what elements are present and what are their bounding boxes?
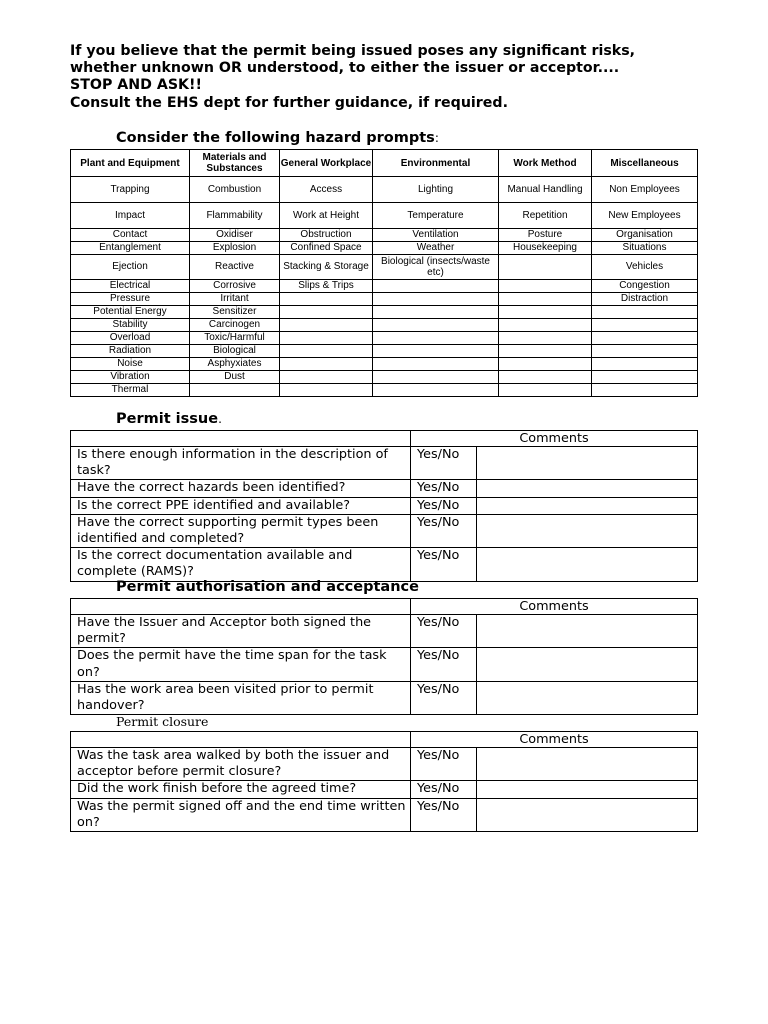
hazard-cell [373,306,499,319]
hazard-cell: New Employees [592,203,698,229]
hazard-cell [373,384,499,397]
hazard-cell [499,384,592,397]
table-header-row [71,431,698,447]
yes-no-answer[interactable]: Yes/No [411,781,477,798]
hazard-cell [592,319,698,332]
hazard-cell [373,280,499,293]
hazard-cell: Biological (insects/waste etc) [373,255,499,280]
yes-no-answer[interactable]: Yes/No [411,548,477,581]
question-row [71,615,698,648]
hazard-row [71,358,698,371]
hazard-cell: Ventilation [373,229,499,242]
question-text: Have the Issuer and Acceptor both signed the permit? [71,615,411,648]
question-text: Has the work area been visited prior to permit handover? [71,681,411,714]
hazard-cell: Organisation [592,229,698,242]
hazard-header: Environmental [373,150,499,177]
hazard-row [71,384,698,397]
hazard-header: General Workplace [280,150,373,177]
hazard-prompts-punct: : [434,131,439,145]
hazard-cell [499,332,592,345]
permit-issue-punct: . [218,412,222,426]
question-row [71,514,698,547]
yes-no-answer[interactable]: Yes/No [411,447,477,480]
comments-header: Comments [411,599,698,615]
hazard-cell: Non Employees [592,177,698,203]
hazard-header-row [71,150,698,177]
hazard-cell: Contact [71,229,190,242]
hazard-cell [592,371,698,384]
permit-authorisation-heading: Permit authorisation and acceptance [116,579,419,595]
hazard-cell: Electrical [71,280,190,293]
permit-closure-heading: Permit closure [116,714,209,729]
yes-no-answer[interactable]: Yes/No [411,480,477,497]
hazard-cell [592,384,698,397]
hazard-row [71,203,698,229]
hazard-header: Materials and Substances [190,150,280,177]
hazard-cell [592,345,698,358]
hazard-cell [373,319,499,332]
comment-field[interactable] [477,781,698,798]
permit-issue-title: Permit issue [116,411,219,427]
hazard-cell [499,358,592,371]
comment-field[interactable] [477,748,698,781]
comment-field[interactable] [477,447,698,480]
question-row [71,681,698,714]
yes-no-answer[interactable]: Yes/No [411,681,477,714]
question-row [71,480,698,497]
question-text: Is the correct documentation available and complete (RAMS)? [71,548,411,581]
hazard-cell: Stacking & Storage [280,255,373,280]
question-row [71,447,698,480]
warning-line: If you believe that the permit being issued poses any significant risks, [70,43,636,59]
hazard-cell: Radiation [71,345,190,358]
question-row [71,781,698,798]
hazard-cell [190,384,280,397]
hazard-cell: Noise [71,358,190,371]
hazard-cell: Combustion [190,177,280,203]
question-row [71,798,698,831]
yes-no-answer[interactable]: Yes/No [411,497,477,514]
hazard-cell [280,293,373,306]
hazard-cell [280,384,373,397]
hazard-prompts-title: Consider the following hazard prompts [116,130,435,146]
hazard-cell: Thermal [71,384,190,397]
hazard-cell: Impact [71,203,190,229]
warning-line: whether unknown OR understood, to either the issuer or acceptor.... [70,60,620,77]
hazard-cell [499,371,592,384]
hazard-cell [373,358,499,371]
permit-issue-heading [116,411,222,427]
comment-field[interactable] [477,480,698,497]
hazard-cell: Oxidiser [190,229,280,242]
hazard-cell: Toxic/Harmful [190,332,280,345]
comment-field[interactable] [477,514,698,547]
hazard-cell: Confined Space [280,242,373,255]
hazard-cell: Vehicles [592,255,698,280]
hazard-cell [499,255,592,280]
hazard-row [71,242,698,255]
question-row [71,748,698,781]
comment-field[interactable] [477,648,698,681]
hazard-cell [373,332,499,345]
question-text: Have the correct supporting permit types been identified and completed? [71,514,411,547]
hazard-row [71,345,698,358]
yes-no-answer[interactable]: Yes/No [411,798,477,831]
hazard-cell: Obstruction [280,229,373,242]
hazard-cell [373,293,499,306]
comment-field[interactable] [477,548,698,581]
yes-no-answer[interactable]: Yes/No [411,748,477,781]
hazard-cell: Distraction [592,293,698,306]
hazard-cell: Explosion [190,242,280,255]
hazard-cell: Entanglement [71,242,190,255]
hazard-cell: Ejection [71,255,190,280]
hazard-cell: Trapping [71,177,190,203]
hazard-cell: Potential Energy [71,306,190,319]
comments-header: Comments [411,732,698,748]
hazard-cell: Temperature [373,203,499,229]
hazard-header: Work Method [499,150,592,177]
hazard-cell: Pressure [71,293,190,306]
hazard-cell [592,332,698,345]
hazard-cell: Access [280,177,373,203]
hazard-cell: Corrosive [190,280,280,293]
hazard-cell: Situations [592,242,698,255]
hazard-cell: Asphyxiates [190,358,280,371]
hazard-prompts-heading [116,130,439,146]
hazard-cell [280,306,373,319]
hazard-cell [280,319,373,332]
hazard-cell [499,345,592,358]
hazard-row [71,229,698,242]
hazard-cell [499,280,592,293]
comments-header: Comments [411,431,698,447]
hazard-row [71,280,698,293]
hazard-cell: Repetition [499,203,592,229]
hazard-header: Miscellaneous [592,150,698,177]
hazard-cell: Stability [71,319,190,332]
hazard-cell: Biological [190,345,280,358]
hazard-cell [373,371,499,384]
hazard-cell: Congestion [592,280,698,293]
permit-closure-table [70,731,698,832]
hazard-cell: Reactive [190,255,280,280]
question-text: Is the correct PPE identified and available? [71,497,411,514]
question-row [71,648,698,681]
yes-no-answer[interactable]: Yes/No [411,514,477,547]
hazard-cell [592,306,698,319]
hazard-cell [280,332,373,345]
hazard-row [71,319,698,332]
hazard-cell: Slips & Trips [280,280,373,293]
hazard-cell: Dust [190,371,280,384]
question-row [71,548,698,581]
hazard-cell: Carcinogen [190,319,280,332]
hazard-header: Plant and Equipment [71,150,190,177]
hazard-cell [280,371,373,384]
hazard-row [71,255,698,280]
question-row [71,497,698,514]
warning-line: Consult the EHS dept for further guidance, if required. [70,94,508,111]
hazard-cell [499,306,592,319]
hazard-cell: Irritant [190,293,280,306]
question-text: Was the task area walked by both the issuer and acceptor before permit closure? [71,748,411,781]
hazard-cell [499,319,592,332]
hazard-cell [592,358,698,371]
hazard-cell [280,358,373,371]
hazard-cell: Lighting [373,177,499,203]
comment-field[interactable] [477,497,698,514]
comment-field[interactable] [477,615,698,648]
warning-notice [70,43,710,112]
hazard-row [71,293,698,306]
hazard-row [71,371,698,384]
hazard-row [71,306,698,319]
hazard-cell: Weather [373,242,499,255]
hazard-cell: Work at Height [280,203,373,229]
comment-field[interactable] [477,681,698,714]
table-header-row [71,732,698,748]
yes-no-answer[interactable]: Yes/No [411,615,477,648]
hazard-cell [373,345,499,358]
hazard-cell: Posture [499,229,592,242]
comment-field[interactable] [477,798,698,831]
hazard-cell [280,345,373,358]
hazard-cell: Housekeeping [499,242,592,255]
question-text: Have the correct hazards been identified? [71,480,411,497]
hazard-cell: Overload [71,332,190,345]
hazard-cell: Vibration [71,371,190,384]
permit-authorisation-table [70,598,698,715]
hazard-cell: Flammability [190,203,280,229]
hazard-cell: Sensitizer [190,306,280,319]
table-header-row [71,599,698,615]
hazard-cell [499,293,592,306]
permit-issue-table [70,430,698,582]
hazard-cell: Manual Handling [499,177,592,203]
question-text: Was the permit signed off and the end time written on? [71,798,411,831]
hazard-prompts-table [70,149,698,397]
question-text: Does the permit have the time span for the task on? [71,648,411,681]
hazard-row [71,332,698,345]
warning-line: STOP AND ASK!! [70,77,202,94]
question-text: Is there enough information in the description of task? [71,447,411,480]
yes-no-answer[interactable]: Yes/No [411,648,477,681]
question-text: Did the work finish before the agreed time? [71,781,411,798]
hazard-row [71,177,698,203]
